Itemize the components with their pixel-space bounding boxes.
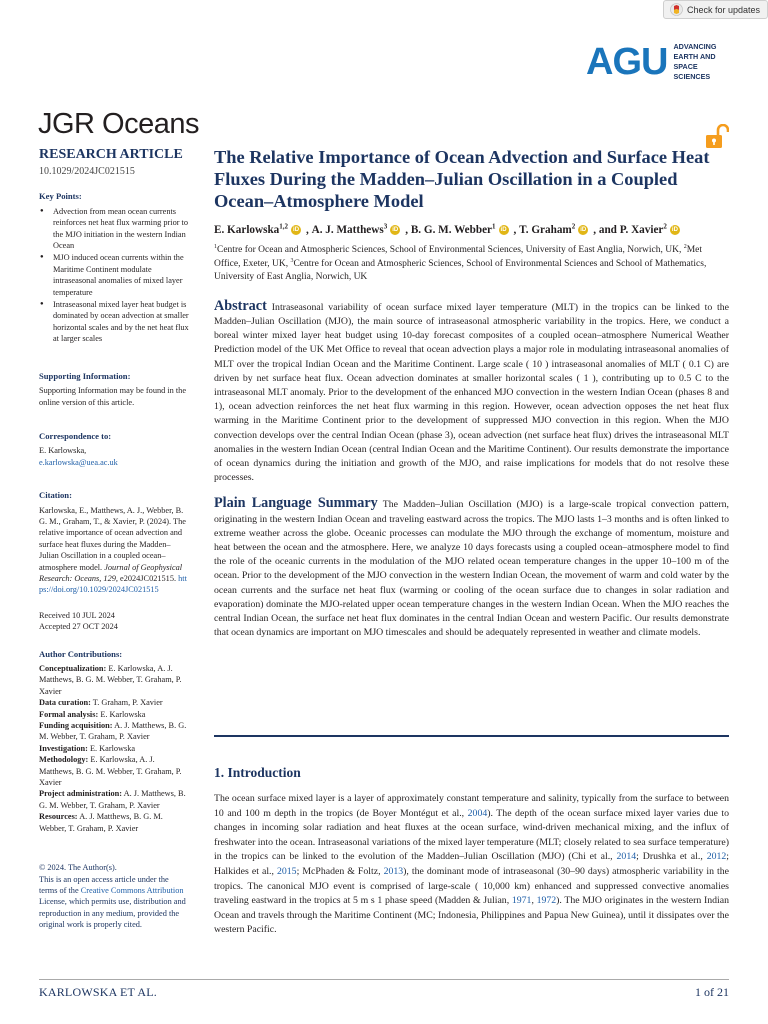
reference-link[interactable]: 1971	[511, 895, 532, 907]
reference-link[interactable]: 1972	[536, 895, 557, 907]
orcid-icon[interactable]: iD	[392, 227, 399, 233]
orcid-icon[interactable]: iD	[580, 227, 587, 233]
check-for-updates-label: Check for updates	[687, 4, 761, 15]
correspondence-email-link[interactable]: e.karlowska@uea.ac.uk	[39, 457, 118, 467]
check-for-updates-button[interactable]	[663, 0, 768, 19]
abstract-heading: Abstract	[214, 297, 267, 314]
introduction-heading: 1. Introduction	[214, 765, 301, 780]
doi[interactable]: 10.1029/2024JC021515	[39, 166, 135, 177]
reference-link[interactable]: 2015	[276, 865, 297, 877]
footer-rule	[39, 979, 729, 980]
orcid-icon[interactable]: iD	[293, 227, 300, 233]
supporting-info-heading: Supporting Information:	[39, 370, 131, 381]
orcid-icon[interactable]: iD	[671, 227, 678, 233]
author[interactable]: P. Xavier$^2$	[619, 222, 667, 236]
key-points-list	[39, 206, 189, 345]
citation-text: Karlowska, E., Matthews, A. J., Webber, B. G. M., Graham, T., & Xavier, P. (2024). The relative importance of ocean advection and surface heat fluxes during the Madden–Julian Oscillation in a coupled ocean–atmosphere model. Journal of Geophysical Research: Oceans, 129, e2024JC021515. https://doi.org/10.1029/2024JC021515	[39, 505, 187, 595]
page-number: 1 of 21	[695, 985, 729, 999]
reference-link[interactable]: 2012	[706, 851, 727, 863]
creative-commons-link[interactable]: Creative Commons Attribution	[80, 885, 184, 895]
correspondence-name: E. Karlowska,	[39, 446, 87, 456]
contribution-item: Resources: A. J. Matthews, B. G. M. Webber, T. Graham, P. Xavier	[39, 812, 163, 833]
footer-authors: KARLOWSKA ET AL.	[39, 985, 157, 999]
author[interactable]: T. Graham$^2$	[519, 222, 576, 236]
orcid-icon[interactable]: iD	[500, 227, 507, 233]
pls-heading: Plain Language Summary	[214, 495, 378, 512]
article-dates	[39, 610, 189, 633]
key-point: ● Advection from mean ocean currents reinforces net heat flux warming prior to the MJO initiation in the western Indian Ocean	[39, 206, 189, 252]
author[interactable]: A. J. Matthews$^3$	[311, 222, 388, 236]
abstract-text: Intraseasonal variability of ocean surface mixed layer temperature (MLT) in the tropics can be linked to the Madden–Julian Oscillation (MJO), the main source of intraseasonal atmospheric variability in the tropics. Here, we conduct a boreal winter mixed layer heat budget using 10-day forecast composites of a coupled ocean–atmosphere Numerical Weather Prediction model of the UK Met Office to reveal that ocean advection plays a major role in modulating intraseasonal anomalies of MLT over the tropical Indian Ocean and the Maritime Continent. Large scale ( 10 ) intraseasonal anomalies of MLT ( 0.1 C) are driven by net surface heat flux. Ocean advection dominates at smaller horizontal scales ( 1 ), contributing up to 0.5 C to the intraseasonal MLT anomaly. Prior to the development of the enhanced MJO convection in the western Indian Ocean (phases 8 and 1), ocean advection reinforces the net heat flux warming in this region. However, ocean advection opposes the net heat flux warming in the Maritime Continent prior to the development of suppressed MJO convection in this region. When the MJO convection develops over the central Indian Ocean (phase 3), ocean advection (net surface heat flux) drives the intraseasonal MLT anomalies in the western Indian Ocean (central Indian Ocean and the Maritime Continent). Our results demonstrate the importance of ocean dynamics during the initiation and growth of the MJO, and raise implications for models that do not resolve these processes.	[214, 301, 729, 484]
license-notice: © 2024. The Author(s). This is an open access article under the terms of the Creative Commons Attribution License, which permits use, distribution and reproduction in any medium, provided the original work is properly cited.	[39, 863, 186, 930]
affiliations: $^1$Centre for Ocean and Atmospheric Sciences, School of Environmental Sciences, University of East Anglia, Norwich, UK, $^2$Met Office, Exeter, UK, $^3$Centre for Ocean and Atmospheric Sciences, School of Environmental Sciences and School of Mathematics, University of East Anglia, Norwich, UK	[214, 243, 707, 283]
author-contributions-heading: Author Contributions:	[39, 648, 123, 659]
abstract	[214, 299, 729, 486]
main-content	[214, 146, 729, 640]
author[interactable]: E. Karlowska$^{1,2}$	[214, 222, 289, 236]
article-title: The Relative Importance of Ocean Advection and Surface Heat Fluxes During the Madden–Julian Oscillation in a Coupled Ocean–Atmosphere Model	[214, 147, 710, 211]
contribution-item: Project administration: A. J. Matthews, B. G. M. Webber, T. Graham, P. Xavier	[39, 789, 186, 810]
author-contributions	[39, 663, 189, 834]
contribution-item: Funding acquisition: A. J. Matthews, B. G. M. Webber, T. Graham, P. Xavier	[39, 721, 187, 742]
article-type: RESEARCH ARTICLE	[39, 147, 183, 162]
agu-logo[interactable]	[586, 40, 736, 84]
contribution-item: Data curation: T. Graham, P. Xavier	[39, 698, 163, 708]
agu-wordmark: AGU	[586, 41, 668, 83]
accepted-date: Accepted 27 OCT 2024	[39, 622, 118, 632]
author-list: E. Karlowska$^{1,2}$ iD , A. J. Matthews$^3$ iD , B. G. M. Webber$^1$ iD , T. Graham$^2$ iD , and P. Xavier$^2$ iD	[214, 222, 678, 236]
left-sidebar	[39, 146, 189, 931]
received-date: Received 10 JUL 2024	[39, 610, 115, 620]
contribution-item: Formal analysis: E. Karlowska	[39, 709, 146, 719]
pls-text: The Madden–Julian Oscillation (MJO) is a large-scale tropical convection pattern, originating in the western Indian Ocean and traveling eastward across the tropics. The MJO lasts 1–3 months and is often linked to extreme weather across the globe. Oceanic processes can modulate the MJO through the exchange of momentum, moisture and heat between the ocean and the atmosphere. Here, we analyze 10 days forecasts using a coupled ocean–atmosphere model to find the role of the oceanic currents in the modulation of the MJO related ocean temperature changes in the upper 10–100 m of the ocean. Prior to the development of the MJO convection in the western Indian Ocean, the movement of warm and cold water by the ocean currents and the surface net heat flux (warming or cooling of the ocean surface due to changes in solar radiation and evaporation) dominate the MJO-related upper ocean temperature changes in the western Indian Ocean. When the MJO reaches the central Indian Ocean, the surface net heat flux dominates in the central Indian Ocean and western Pacific. Our results demonstrate that ocean dynamics are important on MJO timescales and should be adequately represented in weather and climate models.	[214, 499, 729, 639]
reference-link[interactable]: 2013	[383, 865, 404, 877]
author[interactable]: B. G. M. Webber$^1$	[410, 222, 496, 236]
key-point: ● MJO induced ocean currents within the Maritime Continent modulate intraseasonal anomalies of mixed layer temperature	[39, 252, 189, 298]
contribution-item: Investigation: E. Karlowska	[39, 743, 136, 753]
contribution-item: Methodology: E. Karlowska, A. J. Matthews, B. G. M. Webber, T. Graham, P. Xavier	[39, 755, 182, 788]
journal-name: JGR Oceans	[38, 108, 199, 140]
agu-tagline: ADVANCING EARTH AND SPACE SCIENCES	[673, 42, 717, 81]
key-points-heading: Key Points:	[39, 191, 82, 202]
correspondence-heading: Correspondence to:	[39, 430, 112, 441]
key-point: ● Intraseasonal mixed layer heat budget is dominated by ocean advection at smaller horizontal scales and by the net heat flux at larger scales	[39, 299, 189, 345]
supporting-info-text: Supporting Information may be found in the online version of this article.	[39, 386, 187, 407]
citation-heading: Citation:	[39, 490, 72, 501]
contribution-item: Conceptualization: E. Karlowska, A. J. Matthews, B. G. M. Webber, T. Graham, P. Xavier	[39, 664, 182, 696]
crossmark-icon	[670, 3, 683, 16]
plain-language-summary	[214, 496, 729, 640]
introduction-text: The ocean surface mixed layer is a layer of approximately constant temperature and salinity, typically from the surface to between 10 and 100 m depth in the tropics (de Boyer Montégut et al., 2004). The depth of the ocean surface mixed layer varies due to changes in incoming solar radiation and heat fluxes at the ocean surface, wind-driven mechanical mixing, and the influx of freshwater into the ocean. Intraseasonal variations of the mixed layer temperature (MLT; closely related to sea surface temperature) in the tropics can be linked to the evolution of the Madden–Julian Oscillation (MJO) (Chi et al., 2014; Drushka et al., 2012; Halkides et al., 2015; McPhaden & Foltz, 2013), the dominant mode of intraseasonal (30–90 days) atmospheric variability in the tropics. The canonical MJO event is comprised of large-scale ( 10,000 km) enhanced and suppressed convective anomalies traveling eastward in the tropics at 5 m s 1 phase speed (Madden & Julian, 1971, 1972). The MJO originates in the western Indian Ocean and travels through the Maritime Continent (MC; Indonesia, Philippines and Papua New Guinea), until it dissipates over the western Pacific.	[214, 793, 730, 936]
reference-link[interactable]: 2014	[616, 851, 637, 863]
citation-doi-link[interactable]: https://doi.org/10.1029/2024JC021515	[39, 573, 187, 595]
section-divider	[214, 735, 729, 737]
reference-link[interactable]: 2004	[467, 807, 488, 819]
